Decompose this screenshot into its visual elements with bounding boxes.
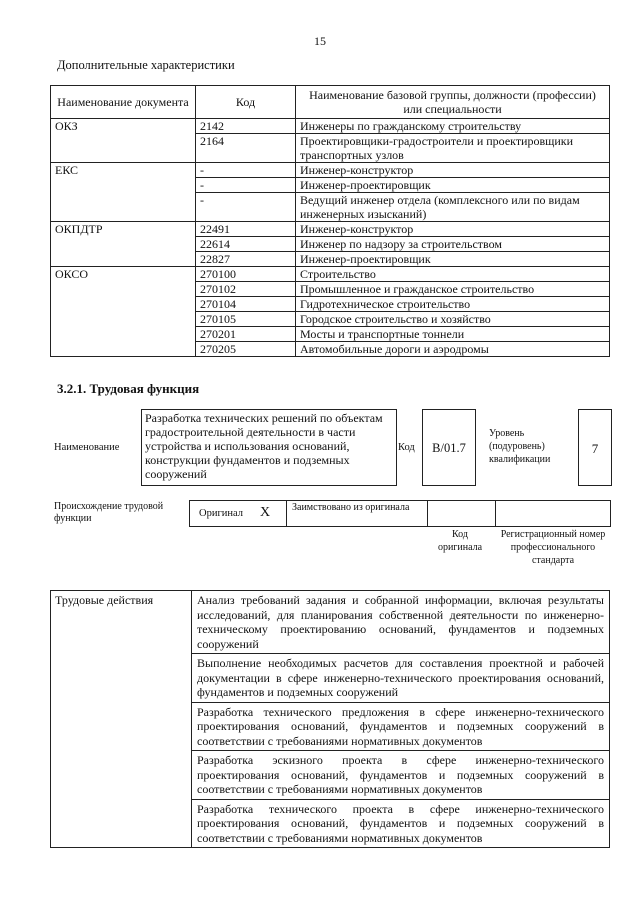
occupation-name-cell: Строительство: [296, 267, 610, 282]
origin-label: Происхождение трудовой функции: [54, 501, 164, 524]
origin-code-caption: Код оригинала: [437, 529, 483, 553]
column-header: Наименование базовой группы, должности (профессии) или специальности: [296, 86, 610, 119]
code-cell: 270105: [196, 312, 296, 327]
action-item: Выполнение необходимых расчетов для составления проектной и рабочей документации в сфере инженерно-технического проектирования оснований, фундаментов и подземных сооружений: [192, 654, 610, 703]
occupation-name-cell: Инженеры по гражданскому строительству: [296, 119, 610, 134]
code-value-box: [422, 409, 476, 486]
occupation-name-cell: Инженер по надзору за строительством: [296, 237, 610, 252]
occupation-name-cell: Промышленное и гражданское строительство: [296, 282, 610, 297]
action-item: Разработка эскизного проекта в сфере инженерно-технического проектирования оснований, фундаментов и подземных сооружений в соответствии с требованиями нормативных документов: [192, 751, 610, 800]
divider: [427, 501, 428, 526]
action-item: Разработка технического проекта в сфере инженерно-технического проектирования оснований, фундаментов и подземных сооружений в соответствии с требованиями нормативных документов: [192, 799, 610, 848]
section-title: Дополнительные характеристики: [57, 58, 235, 72]
function-name-box: [141, 409, 397, 486]
page-number: 15: [314, 34, 326, 48]
borrowed-label: Заимствовано из оригинала: [292, 502, 410, 513]
code-cell: 2142: [196, 119, 296, 134]
code-label: Код: [398, 442, 415, 453]
table-row: [51, 163, 610, 178]
doc-name-cell: ОКПДТР: [51, 222, 196, 267]
reg-number-caption: Регистрационный номер профессионального стандарта: [500, 529, 606, 566]
original-mark: X: [260, 505, 271, 520]
occupation-name-cell: Городское строительство и хозяйство: [296, 312, 610, 327]
code-cell: 270100: [196, 267, 296, 282]
origin-row: [189, 500, 611, 527]
code-cell: 270201: [196, 327, 296, 342]
occupation-name-cell: Ведущий инженер отдела (комплексного или по видам инженерных изысканий): [296, 193, 610, 222]
function-heading: 3.2.1. Трудовая функция: [57, 381, 200, 396]
occupation-name-cell: Инженер-проектировщик: [296, 252, 610, 267]
code-cell: 22827: [196, 252, 296, 267]
code-cell: 2164: [196, 134, 296, 163]
divider: [495, 501, 496, 526]
occupation-name-cell: Инженер-конструктор: [296, 163, 610, 178]
code-cell: 270102: [196, 282, 296, 297]
function-name-text: Разработка технических решений по объектам градостроительной деятельности в части устройства и использования оснований, конструкции фундаментов и подземных сооружений: [145, 411, 383, 481]
code-value: В/01.7: [432, 441, 466, 455]
occupation-name-cell: Мосты и транспортные тоннели: [296, 327, 610, 342]
code-cell: -: [196, 163, 296, 178]
occupation-name-cell: Автомобильные дороги и аэродромы: [296, 342, 610, 357]
table-row: [51, 591, 610, 654]
occupation-name-cell: Проектировщики-градостроители и проектировщики транспортных узлов: [296, 134, 610, 163]
table-row: [51, 267, 610, 282]
table-row: [51, 222, 610, 237]
level-label: Уровень (подуровень) квалификации: [489, 428, 551, 465]
name-label: Наименование: [54, 442, 120, 453]
action-item: Анализ требований задания и собранной информации, включая результаты исследований, для планирования собственной деятельности по инженерно-техническому проектированию оснований, фундаментов и подземных сооружений: [192, 591, 610, 654]
doc-name-cell: ЕКС: [51, 163, 196, 222]
code-cell: 270205: [196, 342, 296, 357]
column-header: Наименование документа: [51, 86, 196, 119]
table-row: [51, 119, 610, 134]
classifier-table: [50, 85, 610, 357]
actions-table: [50, 590, 610, 848]
action-item: Разработка технического предложения в сфере инженерно-технического проектирования оснований, фундаментов и подземных сооружений в соответствии с требованиями нормативных документов: [192, 702, 610, 751]
column-header: Код: [196, 86, 296, 119]
occupation-name-cell: Инженер-проектировщик: [296, 178, 610, 193]
code-cell: -: [196, 193, 296, 222]
code-cell: 22491: [196, 222, 296, 237]
doc-name-cell: ОКЗ: [51, 119, 196, 163]
occupation-name-cell: Гидротехническое строительство: [296, 297, 610, 312]
code-cell: 22614: [196, 237, 296, 252]
divider: [286, 501, 287, 526]
table-header-row: [51, 86, 610, 119]
level-value-box: [578, 409, 612, 486]
level-value: 7: [591, 441, 599, 456]
code-cell: 270104: [196, 297, 296, 312]
code-cell: -: [196, 178, 296, 193]
actions-label: Трудовые действия: [51, 591, 192, 848]
doc-name-cell: ОКСО: [51, 267, 196, 357]
occupation-name-cell: Инженер-конструктор: [296, 222, 610, 237]
original-label: Оригинал: [199, 508, 243, 519]
